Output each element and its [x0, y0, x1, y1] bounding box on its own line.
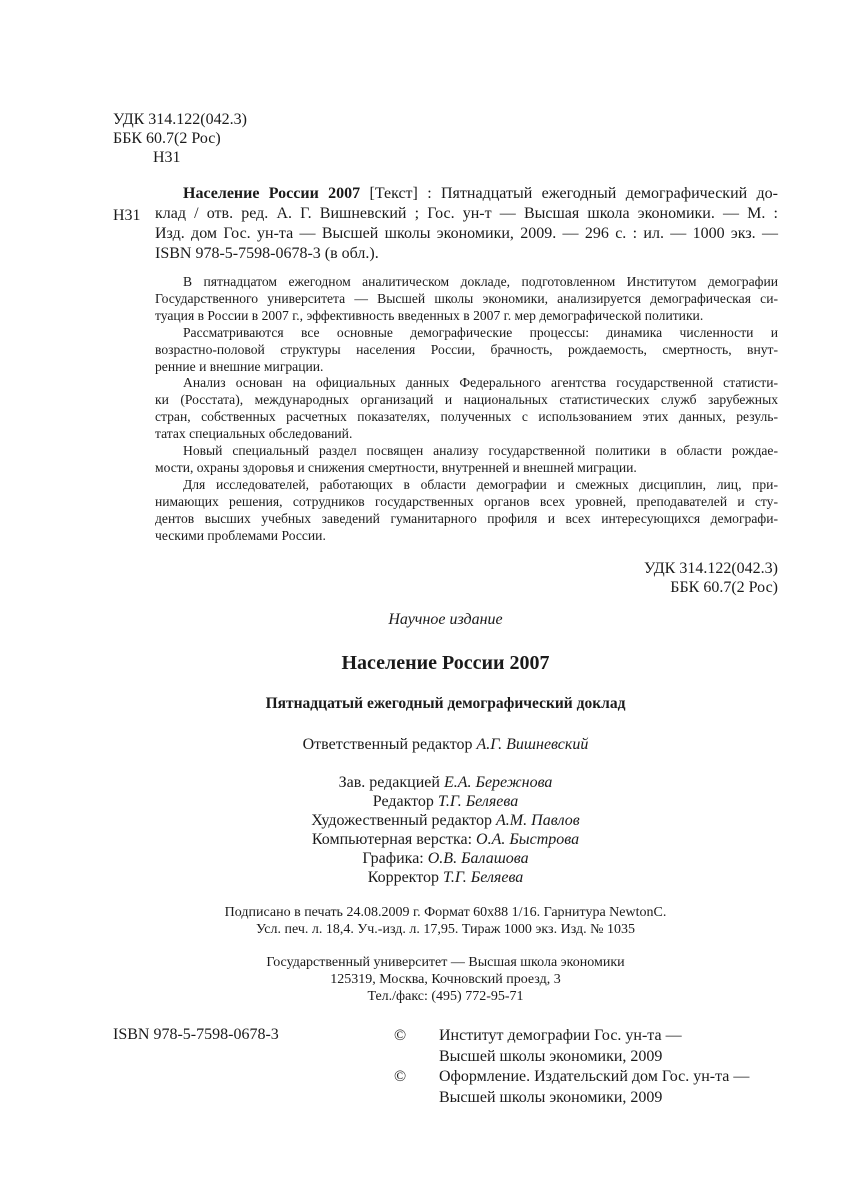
main-title: Население России 2007 [341, 652, 550, 674]
bibliography-line-2: клад / отв. ред. А. Г. Вишневский ; Гос. ун-т — Высшая школа экономики. — М. : [155, 205, 778, 222]
annotation-line: ки (Росстата), международных организаций и национальных статистических служб зарубежных [155, 392, 778, 408]
annotation-line: Государственного университета — Высшей школы экономики, анализируется демографическая си- [155, 290, 778, 306]
udk-code-right: УДК 314.122(042.3) [644, 560, 778, 577]
annotation-line: мости, охраны здоровья и снижения смертности, внутренней и внешней миграции. [155, 459, 637, 475]
bbk-code-right: ББК 60.7(2 Рос) [670, 579, 778, 596]
staff-item: Зав. редакцией Е.А. Бережнова [338, 774, 553, 791]
publisher-phone: Тел./факс: (495) 772-95-71 [367, 989, 524, 1004]
annotation-line: туация в России в 2007 г., эффективность введенных в 2007 г. мер демографической политики. [155, 307, 704, 323]
imprint-info [113, 904, 778, 938]
responsible-editor: Ответственный редактор А.Г. Вишневский [302, 736, 589, 753]
annotation-line: ческими проблемами России. [155, 527, 326, 543]
bibliography-title: Население России 2007 [183, 185, 361, 202]
bibliography-line-1: Население России 2007 [Текст] : Пятнадцатый ежегодный демографический до- [183, 185, 779, 202]
copyright-symbol: © [394, 1068, 407, 1085]
annotation-line: В пятнадцатом ежегодном аналитическом докладе, подготовленном Институтом демографии [183, 274, 778, 289]
annotation-line: ренние и внешние миграции. [155, 358, 324, 374]
annotation-line: Рассматриваются все основные демографические процессы: динамика численности и [183, 324, 778, 340]
staff-list [113, 773, 778, 887]
bbk-code: ББК 60.7(2 Рос) [113, 130, 221, 147]
copyright-block [394, 1026, 749, 1108]
staff-item: Компьютерная верстка: О.А. Быстрова [311, 831, 580, 848]
annotation-line: стран, собственных расчетных показателях, полученных с использованием этих данных, резуль- [155, 409, 778, 425]
copyright-symbol: © [394, 1027, 407, 1044]
annotation-line: Для исследователей, работающих в области демографии и смежных дисциплин, лиц, при- [183, 476, 778, 492]
imprint-line: Усл. печ. л. 18,4. Уч.-изд. л. 17,95. Тираж 1000 экз. Изд. № 1035 [256, 922, 635, 937]
annotation-line: возрастно-половой структуры населения России, брачность, рождаемость, смертность, внут- [155, 341, 778, 357]
staff-item: Графика: О.В. Балашова [362, 850, 529, 867]
imprint-line: Подписано в печать 24.08.2009 г. Формат 60х88 1/16. Гарнитура NewtonC. [224, 905, 667, 920]
annotation-line: Новый специальный раздел посвящен анализу государственной политики в области рождае- [183, 443, 778, 459]
annotation-line: татах специальных обследований. [155, 426, 353, 442]
bibliography-line-4: ISBN 978-5-7598-0678-3 (в обл.). [155, 245, 379, 262]
publisher-info [113, 954, 778, 1005]
responsible-editor-name: А.Г. Вишневский [476, 736, 589, 753]
copyright-entry: © Институт демографии Гос. ун-та — Высшей школы экономики, 2009 [394, 1026, 749, 1067]
publisher-address: 125319, Москва, Кочновский проезд, 3 [330, 972, 561, 987]
udk-code: УДК 314.122(042.3) [113, 111, 247, 128]
publisher-name: Государственный университет — Высшая школа экономики [266, 955, 625, 970]
bibliography-record [155, 184, 778, 264]
bibliography-margin-mark: Н31 [113, 207, 141, 224]
bibliography-line-3: Изд. дом Гос. ун-та — Высшей школы экономики, 2009. — 296 с. : ил. — 1000 экз. — [155, 225, 778, 242]
annotation-line: Анализ основан на официальных данных Федерального агентства государственной статисти- [183, 375, 778, 391]
edition-type: Научное издание [388, 611, 503, 628]
classification-block [113, 110, 247, 167]
subtitle: Пятнадцатый ежегодный демографический доклад [265, 695, 626, 712]
author-mark: Н31 [153, 149, 181, 166]
staff-item: Редактор Т.Г. Беляева [372, 793, 519, 810]
annotation-line: нимающих решения, сотрудников государственных органов всех уровней, преподавателей и сту- [155, 493, 778, 509]
staff-item: Художественный редактор А.М. Павлов [311, 812, 580, 829]
staff-item: Корректор Т.Г. Беляева [367, 869, 524, 886]
classification-right [644, 559, 778, 597]
annotation-line: дентов высших учебных заведений гуманитарного профиля и всех интересующихся демографи- [155, 510, 778, 526]
annotation [155, 274, 778, 545]
copyright-entry: © Оформление. Издательский дом Гос. ун-та — Высшей школы экономики, 2009 [394, 1067, 749, 1108]
isbn: ISBN 978-5-7598-0678-3 [113, 1026, 279, 1043]
